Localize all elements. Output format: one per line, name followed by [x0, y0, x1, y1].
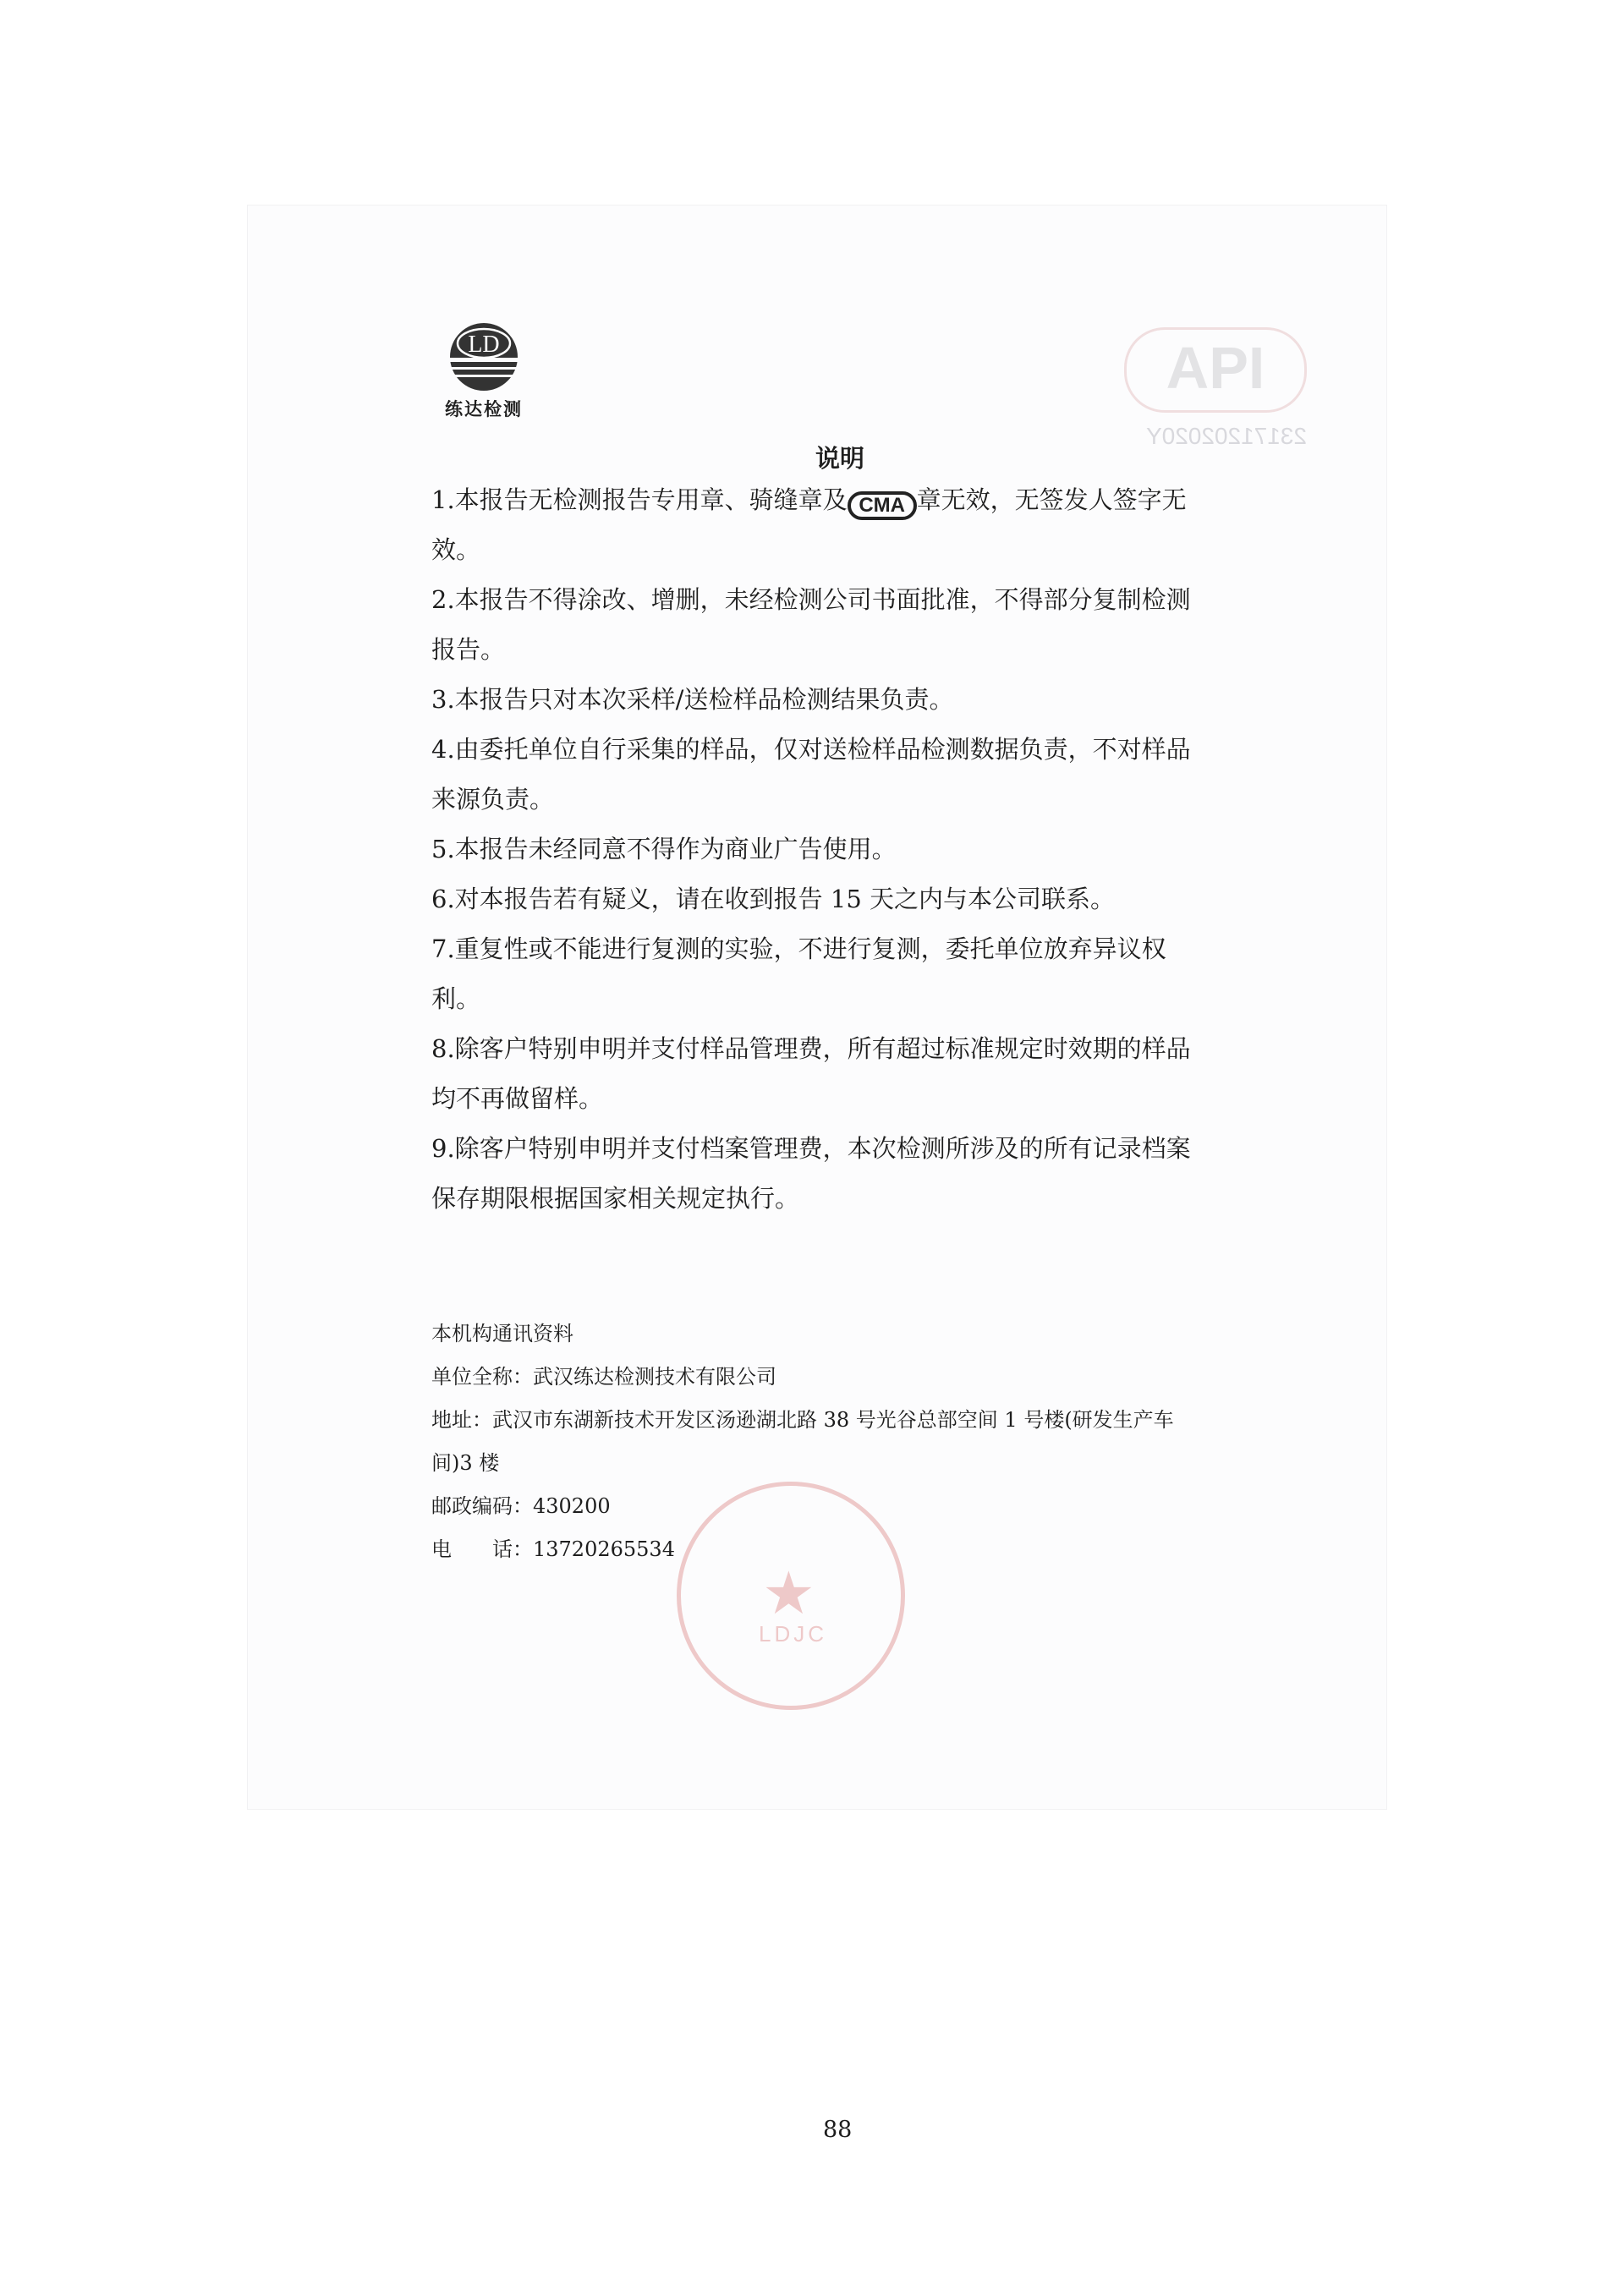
note-item: 6.对本报告若有疑义，请在收到报告 15 天之内与本公司联系。	[431, 885, 1116, 913]
cma-mark-icon: CMA	[848, 491, 917, 520]
page-number: 88	[823, 2117, 853, 2143]
note-item: 2.本报告不得涂改、增删，未经检测公司书面批准，不得部分复制检测报告。	[431, 585, 1191, 664]
note-item: 4.由委托单位自行采集的样品，仅对送检样品检测数据负责，不对样品来源负责。	[431, 735, 1191, 814]
contact-heading: 本机构通讯资料	[431, 1322, 573, 1345]
notes-list	[431, 475, 1193, 1224]
note-item: 1.本报告无检测报告专用章、骑缝章及 CMA 章无效，无签发人签字无效。	[431, 485, 1187, 564]
note-item: 3.本报告只对本次采样/送检样品检测结果负责。	[431, 685, 954, 714]
contact-info	[431, 1312, 1193, 1571]
phone-line: 电 话：13720265534	[431, 1537, 675, 1561]
page-title: 说明	[815, 444, 865, 473]
note-item: 9.除客户特别申明并支付档案管理费，本次检测所涉及的所有记录档案保存期限根据国家相关规定执行。	[431, 1134, 1191, 1213]
logo-name: 练达检测	[445, 398, 523, 419]
postcode-line: 邮政编码：430200	[431, 1494, 611, 1518]
ld-logo-icon	[436, 323, 531, 392]
seal-star-icon: ★	[762, 1559, 815, 1628]
note-item: 8.除客户特别申明并支付样品管理费，所有超过标准规定时效期的样品均不再做留样。	[431, 1034, 1191, 1113]
note-item: 7.重复性或不能进行复测的实验，不进行复测，委托单位放弃异议权利。	[431, 934, 1166, 1013]
company-logo	[436, 323, 538, 421]
logo-mark: LD	[468, 332, 500, 358]
seal-inner-text: LDJC	[759, 1621, 828, 1647]
faint-api-stamp: API	[1124, 327, 1307, 413]
note-item: 5.本报告未经同意不得作为商业广告使用。	[431, 835, 897, 863]
faint-stamp-number: 23171202020Y	[1146, 423, 1307, 449]
company-line: 单位全称：武汉练达检测技术有限公司	[431, 1365, 776, 1389]
address-line: 地址：武汉市东湖新技术开发区汤逊湖北路 38 号光谷总部空间 1 号楼(研发生产车间)3 楼	[431, 1408, 1174, 1475]
scanned-page	[247, 205, 1387, 1810]
